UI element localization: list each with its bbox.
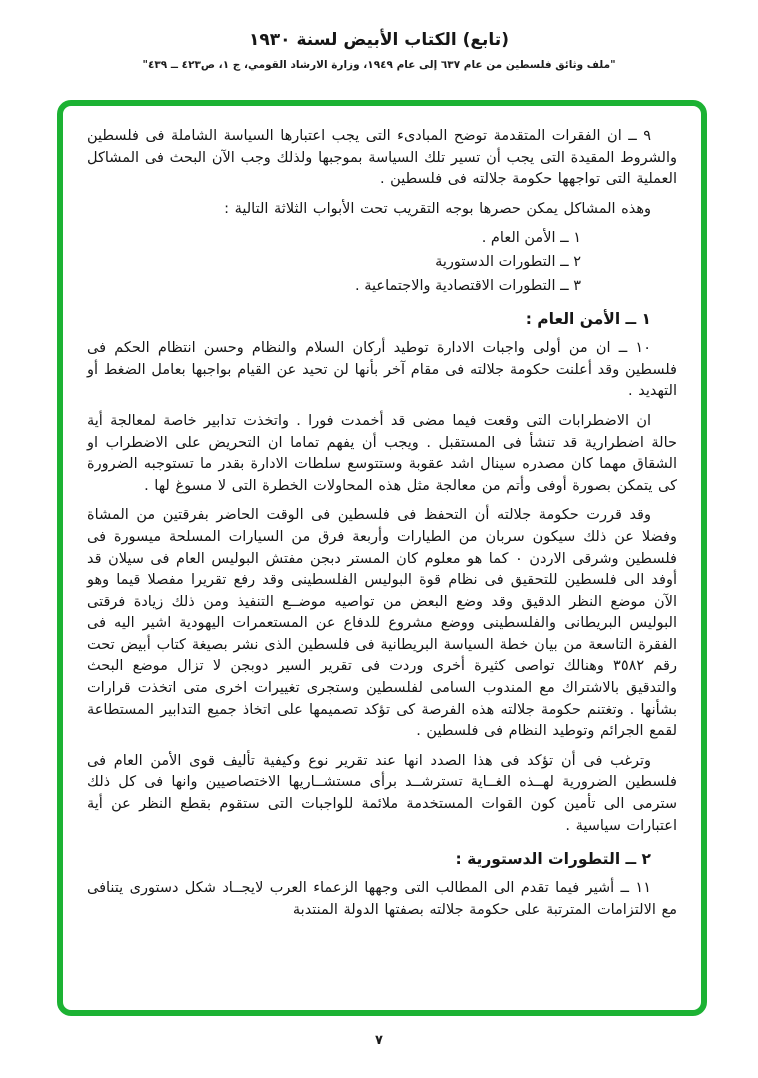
para-9: ٩ ــ ان الفقرات المتقدمة توضح المبادىء التى يجب اعتبارها السياسة الشاملة فى فلسطين والشروط المقيدة التى يجب أن تسير تلك السياسة بموجبها ولذلك وجب الآن البحث فى المشاكل العملية التى تواجهها حكومة جلالته فى فلسطين . — [87, 128, 677, 188]
para-assurance: وترغب فى أن تؤكد فى هذا الصدد انها عند تقرير نوع وكيفية تأليف قوى الأمن العام فى فلسطين الضرورية لهــذه الغــاية تسترشــد برأى مستشــاريها الاختصاصيين وانها فى كل ذلك سترمى الى تأمين كون القوات المستخدمة ملائمة للواجبات التى ستقوم بقطع النظر عن أية اعتبارات سياسية . — [87, 752, 677, 834]
page-number: ٧ — [375, 1033, 383, 1048]
list-item-2: ٢ ــ التطورات الدستورية — [435, 253, 581, 270]
green-bordered-content-box — [57, 100, 707, 1016]
para-11: ١١ ــ أشير فيما تقدم الى المطالب التى وجهها الزعماء العرب لايجــاد شكل دستورى يتنافى مع الالتزامات المترتبة على حكومة جلالته بصفتها الدولة المنتدبة — [87, 880, 677, 918]
list-item-1: ١ ــ الأمن العام . — [481, 230, 581, 247]
page-footer — [0, 1016, 758, 1078]
list-item-3: ٣ ــ التطورات الاقتصادية والاجتماعية . — [355, 277, 581, 294]
section-heading-public-security: ١ ــ الأمن العام : — [525, 310, 651, 329]
document-source-citation: "ملف وثائق فلسطين من عام ٦٣٧ إلى عام ١٩٤٩، وزارة الارشاد القومي، ج ١، ص٤٢٣ ــ ٤٣٩" — [142, 59, 616, 71]
para-problems-intro: وهذه المشاكل يمكن حصرها بوجه التقريب تحت الأبواب الثلاثة التالية : — [224, 200, 651, 217]
document-title: (تابع) الكتاب الأبيض لسنة ١٩٣٠ — [249, 30, 509, 50]
para-10: ١٠ ــ ان من أولى واجبات الادارة توطيد أركان السلام والنظام وحسن انتظام الحكم فى فلسطين وقد أعلنت حكومة جلالته فى مقام آخر بأنها لن تحيد عن القيام بواجبها بعامل الضغط أو التهديد . — [87, 340, 677, 400]
para-forces-and-police: وقد قررت حكومة جلالته أن التحفظ فى فلسطين فى الوقت الحاضر بفرقتين من المشاة وفضلا عن ذلك سيكون سربان من الطيارات وأربعة فرق من السيارات المسلحة ميسورة فى فلسطين وشرقى الاردن ٠ كما هو معلوم كان المستر دبجن مفتش البوليس العام فى سيلان قد أوفد الى فلسطين للتحقيق فى نظام قوة البوليس الفلسطينى وقد رفع تقريرا مفصلا قيما وهو الآن موضع النظر الدقيق وقد وضع البعض من تواصيه موضــع التنفيذ ومن ذلك زيادة فرقتى البوليس البريطانى والفلسطينى ووضع مشروع للدفاع عن المستعمرات اليهودية اشير اليه فى الفقرة التاسعة من بيان خطة السياسة البريطانية فى فلسطين الذى نشر بصيغة كتاب أبيض تحت رقم ٣٥٨٢ وهنالك تواصى كثيرة أخرى وردت فى تقرير السير دوبجن لا تزال موضع البحث والتدقيق بالاشتراك مع المندوب السامى لفلسطين وستجرى تغييرات اخرى متى اتخذت قرارات بشأنها . وتغتنم حكومة جلالته هذه الفرصة كى تؤكد تصميمها على اتخاذ جميع التدابير المستطاعة لقمع الجرائم وتوطيد النظام فى فلسطين . — [87, 507, 677, 740]
document-header — [0, 0, 758, 71]
section-heading-constitutional: ٢ ــ التطورات الدستورية : — [455, 850, 651, 869]
para-disturbances: ان الاضطرابات التى وقعت فيما مضى قد أخمدت فورا . واتخذت تدابير خاصة لمعالجة أية حالة اضطرارية قد تنشأ فى المستقبل . ويجب أن يفهم تماما ان التحريض على الاضطراب او الشقاق مهما كان مصدره سينال اشد عقوبة وستتوسع سلطات الادارة بقدر ما تستوجبه الضرورة كى يتمكن بصورة أوفى وأتم من معالجة مثل هذه المحاولات الخطرة التى لا مسوغ لها . — [87, 412, 677, 494]
document-body — [87, 126, 677, 1010]
